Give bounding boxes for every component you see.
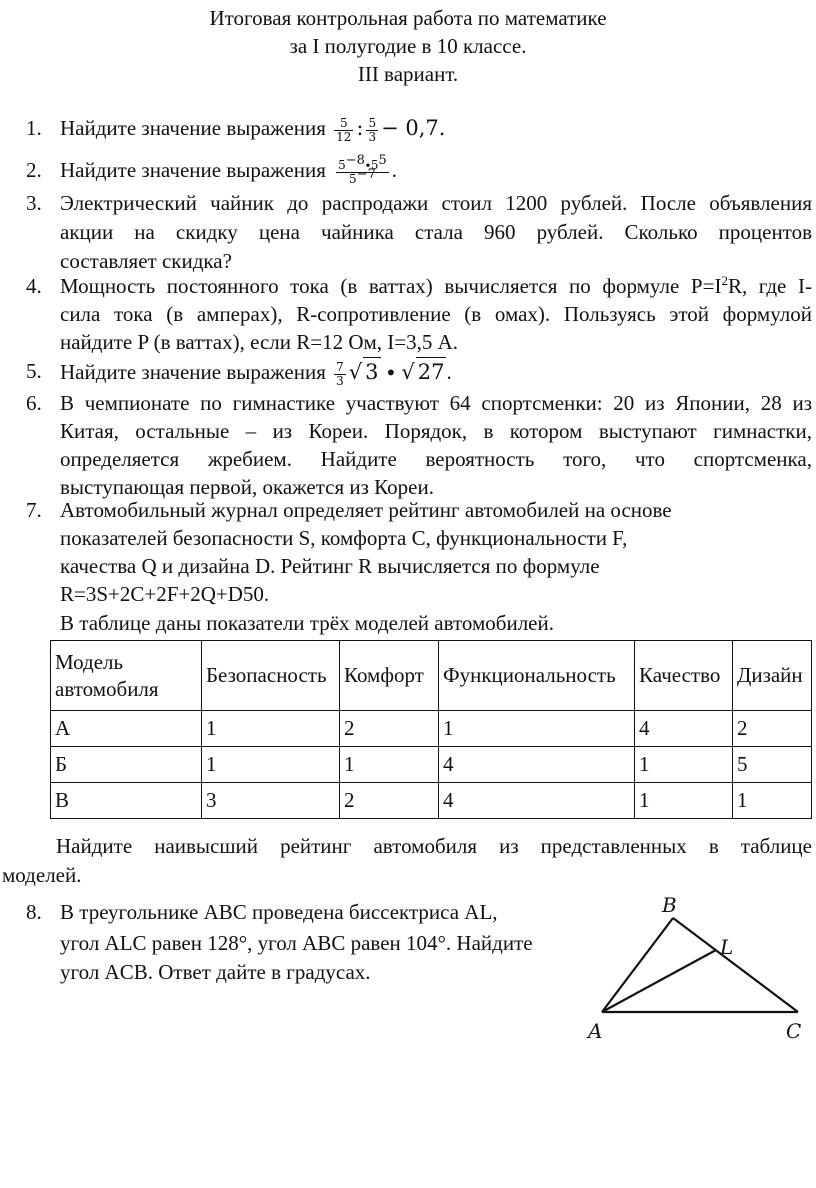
- table-header-cell: Качество: [635, 641, 733, 711]
- task-number: 1.: [26, 116, 42, 140]
- task-1: [60, 114, 445, 144]
- table-cell: 1: [635, 783, 733, 819]
- table-cell: 1: [733, 783, 812, 819]
- table-cell: 1: [202, 711, 340, 747]
- task-8-line: угол ACB. Ответ дайте в градусах.: [60, 960, 371, 984]
- task-6-line: В чемпионате по гимнастике участвуют 64 спортсменки: 20 из Японии, 28 из: [60, 391, 812, 415]
- table-row: [51, 783, 812, 819]
- table-cell: 1: [202, 747, 340, 783]
- task-4-line: найдите P (в ваттах), если R=12 Ом, I=3,5 А.: [60, 330, 459, 354]
- sqrt: √ 27: [401, 360, 446, 384]
- task-number: 5.: [26, 359, 42, 383]
- task-2-tail: .: [391, 158, 397, 182]
- task-5-text: Найдите значение выражения: [60, 360, 326, 384]
- table-header-cell: Дизайн: [733, 641, 812, 711]
- table-row: [51, 711, 812, 747]
- task-4-line: сила тока (в амперах), R-сопротивление (в омах). Пользуясь этой формулой: [60, 302, 812, 326]
- task-2-text: Найдите значение выражения: [60, 158, 326, 182]
- table-cell: 2: [733, 711, 812, 747]
- label-l: L: [720, 935, 734, 959]
- table-cell: 4: [439, 783, 635, 819]
- side-bc: [673, 918, 798, 1012]
- dot-operator: ∙: [385, 360, 397, 384]
- label-c: C: [786, 1019, 802, 1043]
- task-number: 2.: [26, 158, 42, 182]
- task-8-line: В треугольнике ABC проведена биссектриса AL,: [60, 900, 498, 924]
- table-header-cell: Комфорт: [340, 641, 439, 711]
- task-7-line: показателей безопасности S, комфорта C, функциональности F,: [60, 526, 628, 550]
- task-4-line: Мощность постоянного тока (в ваттах) вычисляется по формуле $P=I^2R$, где I-: [60, 273, 812, 298]
- fraction: $\frac{5^{-8}\cdot 5^5}{5^{-7}}$: [338, 152, 387, 186]
- table-cell: Б: [51, 747, 202, 783]
- task-6-line: определяется жребием. Найдите вероятность того, что спортсменка,: [60, 447, 812, 471]
- table-cell: 2: [340, 783, 439, 819]
- table-cell: 2: [340, 711, 439, 747]
- task-number: 8.: [26, 900, 42, 924]
- fraction: $\frac{5}{12}$: [336, 115, 352, 144]
- task-3-line: акции на скидку цена чайника стала 960 рублей. Сколько процентов: [60, 220, 812, 244]
- after-table-line: моделей.: [2, 863, 82, 887]
- task-7-line: R=3S+2C+2F+2Q+D50.: [60, 582, 270, 606]
- car-ratings-table: [50, 640, 812, 819]
- fraction: $\frac{5}{3}$: [368, 115, 377, 144]
- triangle-figure: [580, 890, 812, 1050]
- table-header-cell: Безопасность: [202, 641, 340, 711]
- label-b: B: [662, 893, 677, 917]
- operator: :: [356, 116, 364, 140]
- table-cell: 1: [439, 711, 635, 747]
- task-7-line: качества Q и дизайна D. Рейтинг R вычисляется по формуле: [60, 554, 600, 578]
- sqrt: √ 3: [349, 360, 381, 384]
- task-number: 6.: [26, 391, 42, 415]
- task-number: 4.: [26, 274, 42, 298]
- label-a: A: [588, 1019, 603, 1043]
- table-cell: 1: [635, 747, 733, 783]
- task-3-line: составляет скидка?: [60, 249, 232, 273]
- table-header-row: [51, 641, 812, 711]
- task-8-line: угол ALC равен 128°, угол ABC равен 104°. Найдите: [60, 931, 533, 955]
- table-cell: 4: [635, 711, 733, 747]
- doc-subtitle: за I полугодие в 10 классе.: [289, 34, 527, 58]
- task-6-line: Китая, остальные – из Кореи. Порядок, в котором выступают гимнастки,: [60, 419, 812, 443]
- task-5: [60, 357, 452, 388]
- task-5-tail: .: [446, 360, 452, 384]
- table-cell: 1: [340, 747, 439, 783]
- task-3-line: Электрический чайник до распродажи стоил 1200 рублей. После объявления: [60, 191, 812, 215]
- bisector-al: [602, 950, 716, 1012]
- task-number: 7.: [26, 498, 42, 522]
- side-ab: [602, 918, 673, 1012]
- task-1-tail: − 0,7.: [381, 116, 446, 140]
- table-cell: В: [51, 783, 202, 819]
- table-header-cell: Модель автомобиля: [51, 641, 202, 711]
- doc-title: Итоговая контрольная работа по математике: [209, 6, 607, 30]
- task-1-text: Найдите значение выражения: [60, 116, 326, 140]
- table-row: [51, 747, 812, 783]
- task-7-line: Автомобильный журнал определяет рейтинг автомобилей на основе: [60, 498, 672, 522]
- fraction: $\frac{7}{3}$: [336, 359, 344, 388]
- task-7-line: В таблице даны показатели трёх моделей автомобилей.: [60, 611, 554, 635]
- task-number: 3.: [26, 191, 42, 215]
- task-6-line: выступающая первой, окажется из Кореи.: [60, 475, 434, 499]
- table-cell: А: [51, 711, 202, 747]
- table-cell: 3: [202, 783, 340, 819]
- table-cell: 5: [733, 747, 812, 783]
- task-2: [60, 152, 397, 186]
- variant-label: III вариант.: [357, 62, 459, 86]
- table-cell: 4: [439, 747, 635, 783]
- after-table-line: Найдите наивысший рейтинг автомобиля из представленных в таблице: [56, 834, 812, 858]
- table-header-cell: Функциональность: [439, 641, 635, 711]
